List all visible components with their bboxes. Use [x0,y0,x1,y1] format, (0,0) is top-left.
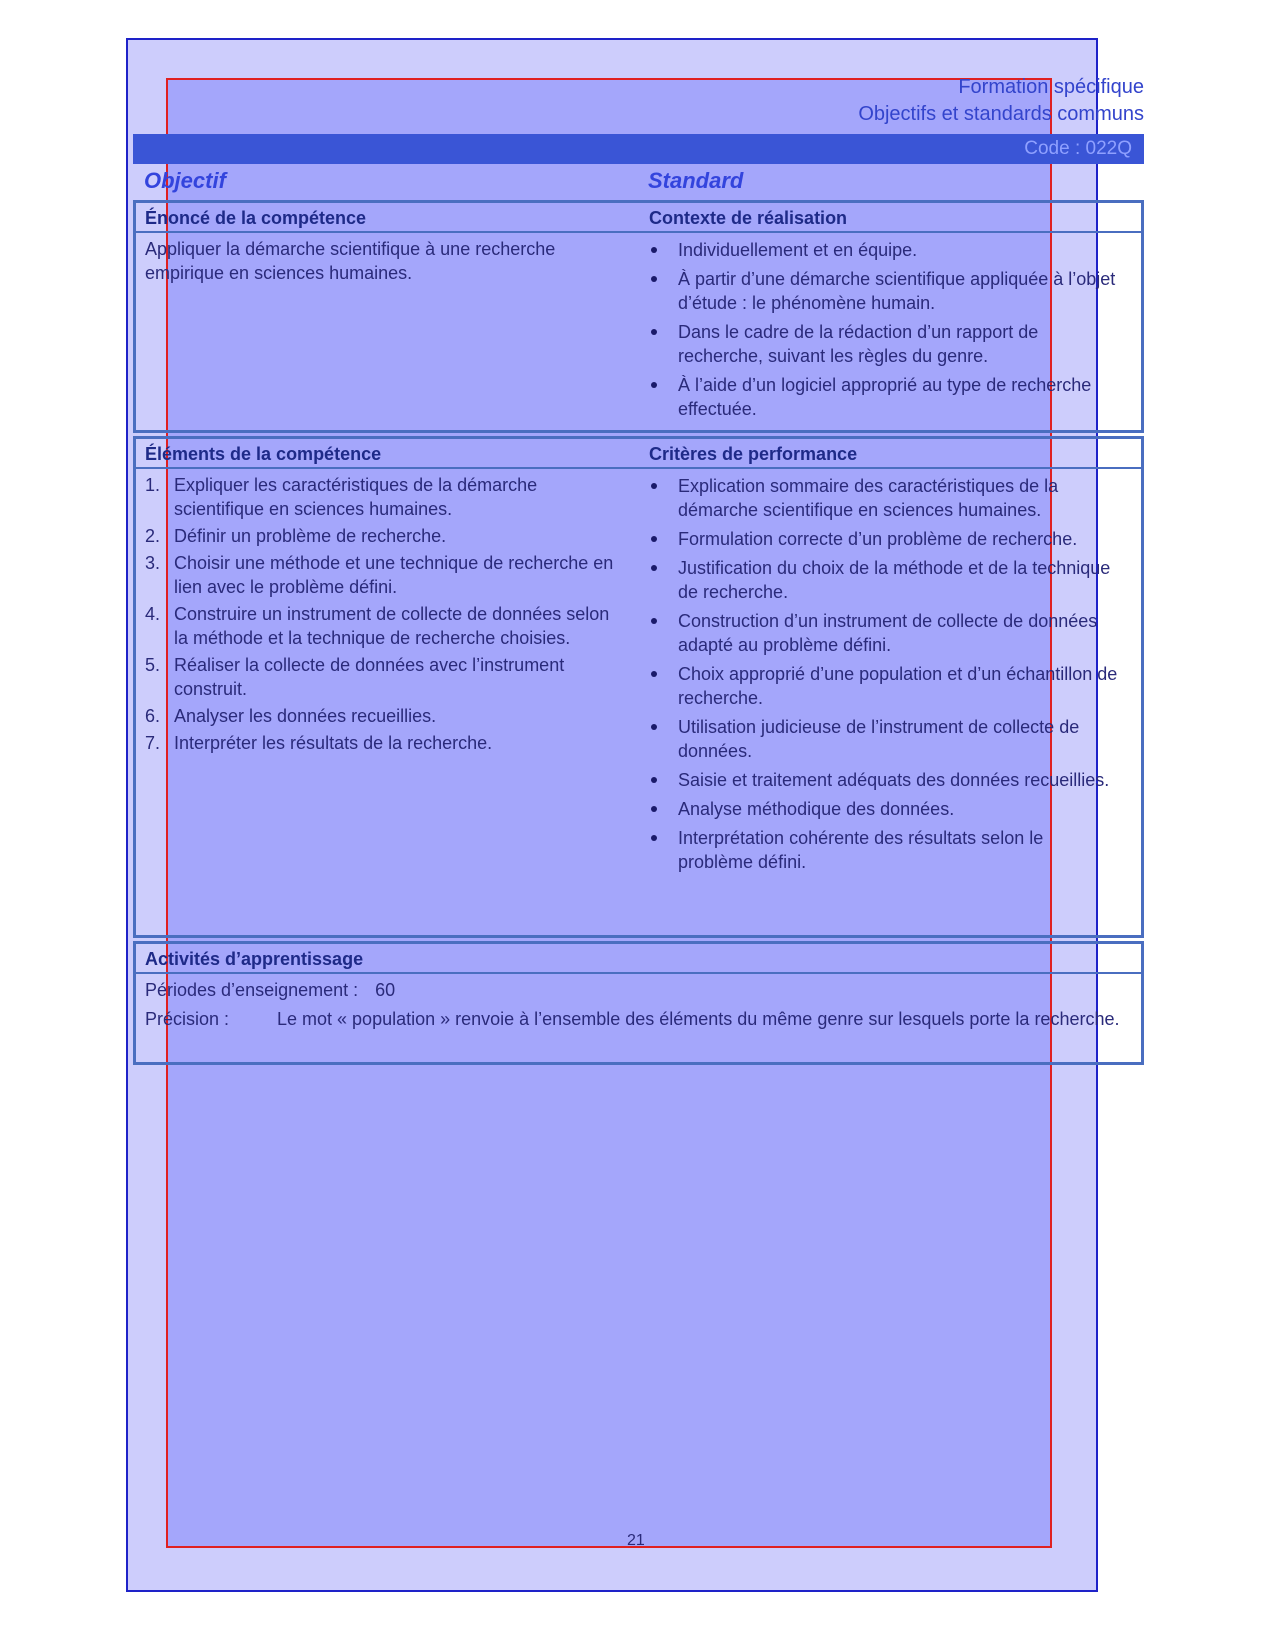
criterion-item: Analyse méthodique des données. [649,797,1119,821]
column-title-standard: Standard [648,168,744,193]
criterion-item: Formulation correcte d’un problème de recherche. [649,527,1119,551]
statement-line: Appliquer la démarche scientifique à une recherche [145,239,556,259]
statement-line: empirique en sciences humaines. [145,263,413,283]
element-item: 4. Construire un instrument de collecte de données selon la méthode et la technique de recherche choisies. [145,604,610,648]
precision-label: Précision : [145,1009,230,1029]
competency-statement [145,237,623,285]
periods-value: 60 [375,980,396,1000]
page-number: 21 [627,1532,645,1549]
criterion-item: Choix approprié d’une population et d’un échantillon de recherche. [649,662,1119,710]
criterion-item: Saisie et traitement adéquats des données recueillies. [649,768,1119,792]
section-header [136,203,1141,233]
column-title-objective: Objectif [144,168,226,193]
column-titles [144,168,1134,196]
heading-context: Contexte de réalisation [649,208,848,228]
element-item: 3. Choisir une méthode et une technique de recherche en lien avec le problème défini. [145,553,614,597]
context-item: À partir d’une démarche scientifique appliquée à l’objet d’étude : le phénomène humain. [649,267,1119,315]
precision-text: Le mot « population » renvoie à l’ensemble des éléments du même genre sur lesquels porte la recherche. [277,1009,1120,1029]
element-item: 6. Analyser les données recueillies. [145,706,437,726]
competency-code: Code : 022Q [1024,138,1132,159]
code-bar [133,134,1144,164]
header-program-title: Formation spécifique [958,76,1144,98]
section-learning-activities [133,941,1144,1065]
context-list [649,238,1119,426]
criterion-item: Interprétation cohérente des résultats selon le problème défini. [649,826,1119,874]
periods-label: Périodes d’enseignement : [145,980,359,1000]
criterion-item: Explication sommaire des caractéristiques de la démarche scientifique en sciences humaines. [649,474,1119,522]
section-competency-statement [133,200,1144,433]
teaching-periods [145,978,395,1002]
heading-competency-statement: Énoncé de la compétence [145,208,367,228]
criterion-item: Construction d’un instrument de collecte de données adapté au problème défini. [649,609,1119,657]
heading-elements: Éléments de la compétence [145,444,382,464]
precision-note [145,1007,1135,1057]
criterion-item: Justification du choix de la méthode et de la technique de recherche. [649,556,1119,604]
criterion-item: Utilisation judicieuse de l’instrument de collecte de données. [649,715,1119,763]
context-item: Dans le cadre de la rédaction d’un rapport de recherche, suivant les règles du genre. [649,320,1119,368]
element-item: 5. Réaliser la collecte de données avec l’instrument construit. [145,655,565,699]
context-item: À l’aide d’un logiciel approprié au type de recherche effectuée. [649,373,1119,421]
elements-list [145,473,623,758]
section-competency-elements [133,436,1144,938]
element-item: 2. Définir un problème de recherche. [145,526,447,546]
heading-criteria: Critères de performance [649,444,858,464]
element-item: 7. Interpréter les résultats de la recherche. [145,733,493,753]
section-header [136,944,1141,974]
context-item: Individuellement et en équipe. [649,238,1119,262]
element-item: 1. Expliquer les caractéristiques de la démarche scientifique en sciences humaines. [145,475,538,519]
header-subtitle: Objectifs et standards communs [858,103,1144,125]
criteria-list [649,474,1119,879]
section-header [136,439,1141,469]
heading-learning-activities: Activités d’apprentissage [145,949,364,969]
